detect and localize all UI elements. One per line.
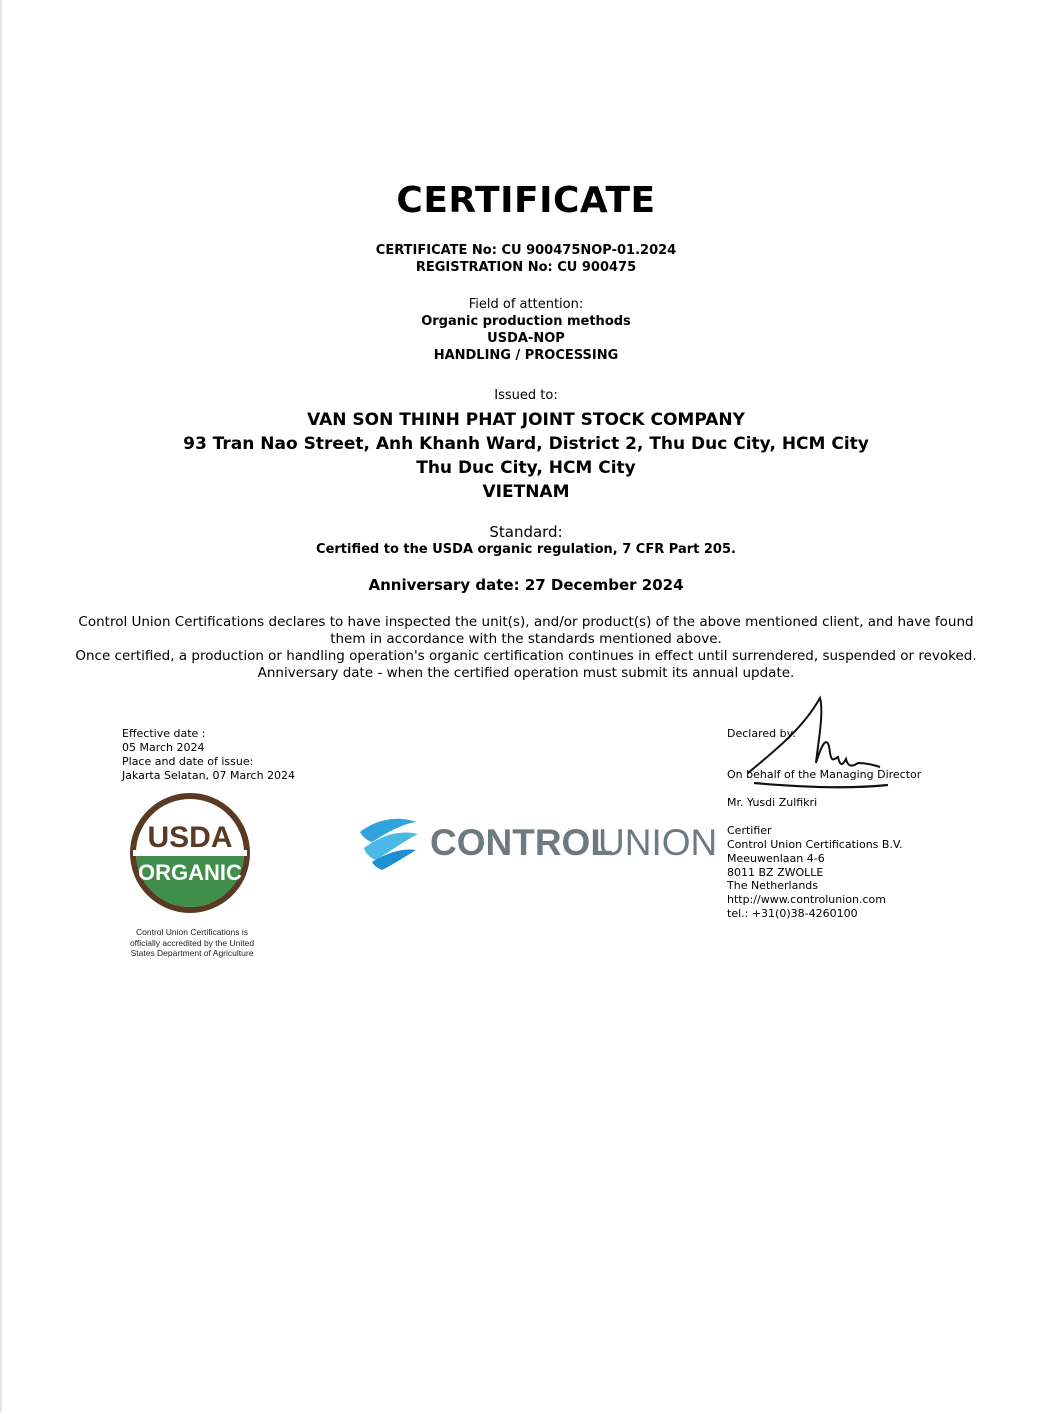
control-union-light-text: UNION <box>598 822 718 863</box>
certifier-website: http://www.controlunion.com <box>727 893 886 906</box>
declaration-line: Anniversary date - when the certified operation must submit its annual update. <box>257 665 795 681</box>
usda-organic-logo <box>122 795 262 959</box>
signatory-name: Mr. Yusdi Zulfikri <box>727 796 818 809</box>
issued-to-label: Issued to: <box>494 388 558 403</box>
effective-date: 05 March 2024 <box>122 741 205 754</box>
control-union-logo <box>358 812 718 874</box>
certifier-label: Certifier <box>727 824 772 837</box>
place-date-label: Place and date of issue: <box>122 755 254 768</box>
company-address: 93 Tran Nao Street, Anh Khanh Ward, District 2, Thu Duc City, HCM City <box>183 434 869 454</box>
field-line: Organic production methods <box>421 314 631 329</box>
company-name: VAN SON THINH PHAT JOINT STOCK COMPANY <box>307 410 745 430</box>
place-date: Jakarta Selatan, 07 March 2024 <box>122 769 296 782</box>
registration-number: REGISTRATION No: CU 900475 <box>415 260 637 275</box>
svg-text:USDA: USDA <box>147 821 233 854</box>
company-city: Thu Duc City, HCM City <box>416 458 636 478</box>
standard-label: Standard: <box>489 523 563 541</box>
declaration-line: them in accordance with the standards mentioned above. <box>330 631 722 647</box>
declared-by-label: Declared by: <box>727 727 797 740</box>
field-line: HANDLING / PROCESSING <box>433 348 619 363</box>
certifier-phone: tel.: +31(0)38-4260100 <box>727 907 858 920</box>
certifier-line: Meeuwenlaan 4-6 <box>727 852 825 865</box>
declaration-line: Control Union Certifications declares to have inspected the unit(s), and/or product(s) of the above mentioned client, and have found <box>78 614 974 630</box>
standard-text: Certified to the USDA organic regulation, 7 CFR Part 205. <box>316 542 736 557</box>
anniversary-date: Anniversary date: 27 December 2024 <box>368 576 684 594</box>
field-of-attention-label: Field of attention: <box>468 297 584 312</box>
usda-caption-line: States Department of Agriculture <box>130 948 254 958</box>
usda-caption-line: officially accredited by the United <box>129 937 255 948</box>
svg-text:ORGANIC: ORGANIC <box>138 860 242 885</box>
usda-caption-line: Control Union Certifications is <box>136 927 248 937</box>
declaration-line: Once certified, a production or handling operation's organic certification continues in effect until surrendered, suspended or revoked. <box>75 648 977 664</box>
certifier-line: Control Union Certifications B.V. <box>727 838 903 851</box>
control-union-bold-text: CONTROL <box>430 822 613 863</box>
effective-date-label: Effective date : <box>122 727 206 740</box>
company-country: VIETNAM <box>482 482 570 502</box>
certifier-line: The Netherlands <box>727 879 819 892</box>
certificate-title: CERTIFICATE <box>396 180 656 221</box>
certificate-number: CERTIFICATE No: CU 900475NOP-01.2024 <box>375 243 677 258</box>
on-behalf-text: On behalf of the Managing Director <box>727 768 922 781</box>
certifier-line: 8011 BZ ZWOLLE <box>727 866 824 879</box>
field-line: USDA-NOP <box>487 331 565 346</box>
